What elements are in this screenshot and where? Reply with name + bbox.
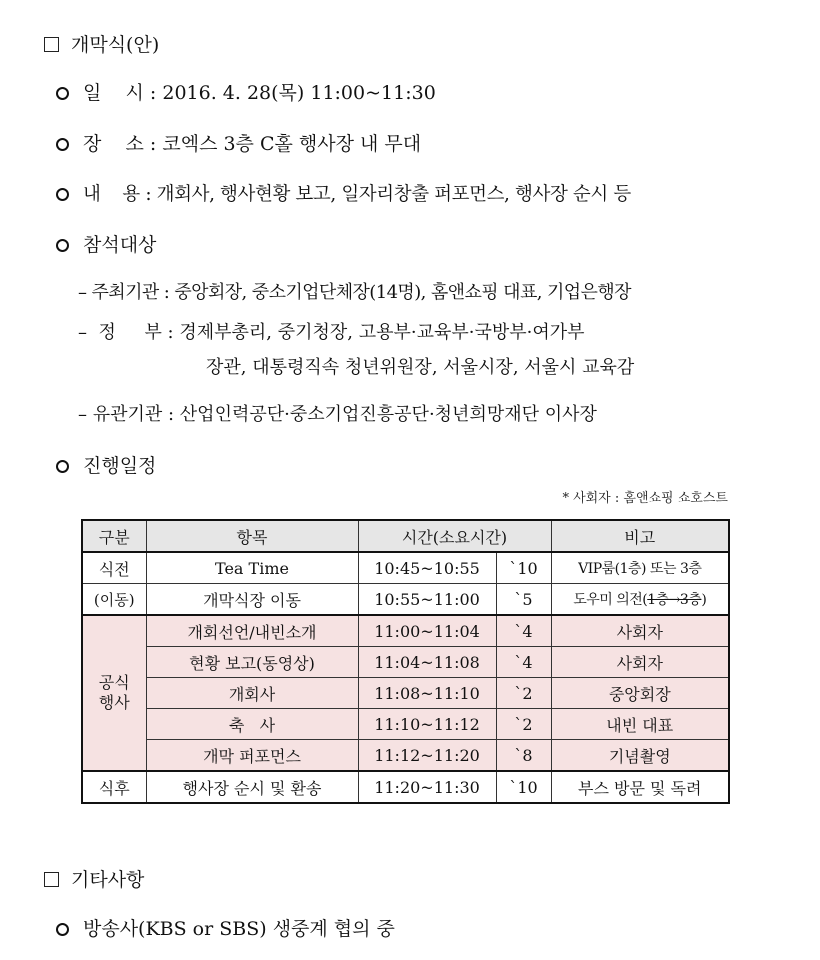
header-note: 비고 (551, 520, 729, 552)
cell-time: 10:45~10:55 (358, 552, 496, 584)
item-date (56, 80, 436, 106)
table-header-row (82, 520, 729, 552)
item-content (56, 182, 631, 208)
circle-bullet-icon (56, 460, 69, 473)
item-schedule: 진행일정 (56, 453, 156, 479)
attendee-host (78, 280, 631, 306)
cell-time: 11:10~11:12 (358, 709, 496, 740)
cell-item: 축 사 (146, 709, 358, 740)
cell-note: 부스 방문 및 독려 (551, 771, 729, 803)
cell-item: 개막 퍼포먼스 (146, 740, 358, 772)
attendee-government-cont (206, 355, 634, 381)
host-label: – 주최기관 : (78, 282, 170, 303)
cell-duration: `4 (496, 615, 551, 647)
cell-duration: `10 (496, 552, 551, 584)
section-heading-misc: 기타사항 (44, 867, 144, 893)
cell-note: 중앙회장 (551, 678, 729, 709)
cell-category: (이동) (82, 584, 146, 616)
cell-time: 11:20~11:30 (358, 771, 496, 803)
table-row (82, 740, 729, 772)
date-value: 2016. 4. 28(목) 11:00~11:30 (162, 82, 436, 104)
gov-label: – 정 부 : (78, 322, 174, 343)
schedule-table (81, 519, 730, 804)
cell-duration: `8 (496, 740, 551, 772)
attendee-government (78, 320, 585, 346)
cell-category: 식후 (82, 771, 146, 803)
cell-duration: `4 (496, 647, 551, 678)
item-attendees: 참석대상 (56, 232, 156, 258)
cell-note: VIP룸(1층) 또는 3층 (551, 552, 729, 584)
cell-item: 행사장 순시 및 환송 (146, 771, 358, 803)
cell-note: 기념촬영 (551, 740, 729, 772)
place-value: 코엑스 3층 C홀 행사장 내 무대 (162, 133, 422, 155)
cell-note: 도우미 의전(1층→3층) (551, 584, 729, 616)
cell-time: 10:55~11:00 (358, 584, 496, 616)
org-value: 산업인력공단·중소기업진흥공단·청년희망재단 이사장 (179, 404, 597, 425)
cell-note: 내빈 대표 (551, 709, 729, 740)
item-place (56, 131, 421, 157)
table-row (82, 552, 729, 584)
cell-item: 개회사 (146, 678, 358, 709)
cell-duration: `2 (496, 678, 551, 709)
circle-bullet-icon (56, 138, 69, 151)
org-label: – 유관기관 : (78, 404, 175, 425)
attendee-related (78, 402, 597, 428)
table-row (82, 647, 729, 678)
header-time: 시간(소요시간) (358, 520, 551, 552)
table-row (82, 678, 729, 709)
cell-item: 개막식장 이동 (146, 584, 358, 616)
cell-time: 11:00~11:04 (358, 615, 496, 647)
date-label: 일 시 : (83, 82, 157, 104)
cell-duration: `10 (496, 771, 551, 803)
place-label: 장 소 : (83, 133, 157, 155)
header-item: 항목 (146, 520, 358, 552)
table-row (82, 584, 729, 616)
cell-category: 식전 (82, 552, 146, 584)
table-row (82, 615, 729, 647)
cell-time: 11:12~11:20 (358, 740, 496, 772)
schedule-note: * 사회자 : 홈앤쇼핑 쇼호스트 (562, 491, 728, 506)
item-broadcast: 방송사(KBS or SBS) 생중계 협의 중 (56, 916, 395, 942)
cell-note: 사회자 (551, 615, 729, 647)
checkbox-square-icon (44, 37, 59, 52)
content-value: 개회사, 행사현황 보고, 일자리창출 퍼포먼스, 행사장 순시 등 (156, 184, 631, 205)
circle-bullet-icon (56, 923, 69, 936)
cell-note: 사회자 (551, 647, 729, 678)
cell-category-official: 공식 행사 (82, 615, 146, 771)
content-label: 내 용 : (83, 184, 152, 205)
cell-duration: `2 (496, 709, 551, 740)
circle-bullet-icon (56, 239, 69, 252)
gov-value-line1: 경제부총리, 중기청장, 고용부·교육부·국방부·여가부 (179, 322, 585, 343)
circle-bullet-icon (56, 188, 69, 201)
checkbox-square-icon (44, 872, 59, 887)
section-heading-opening: 개막식(안) (44, 32, 159, 58)
cell-item: 개회선언/내빈소개 (146, 615, 358, 647)
gov-value-line2: 장관, 대통령직속 청년위원장, 서울시장, 서울시 교육감 (206, 357, 635, 378)
cell-item: 현황 보고(동영상) (146, 647, 358, 678)
cell-time: 11:08~11:10 (358, 678, 496, 709)
cell-item: Tea Time (146, 552, 358, 584)
header-category: 구분 (82, 520, 146, 552)
table-row (82, 771, 729, 803)
cell-time: 11:04~11:08 (358, 647, 496, 678)
circle-bullet-icon (56, 87, 69, 100)
table-row (82, 709, 729, 740)
cell-duration: `5 (496, 584, 551, 616)
host-value: 중앙회장, 중소기업단체장(14명), 홈앤쇼핑 대표, 기업은행장 (174, 282, 631, 303)
